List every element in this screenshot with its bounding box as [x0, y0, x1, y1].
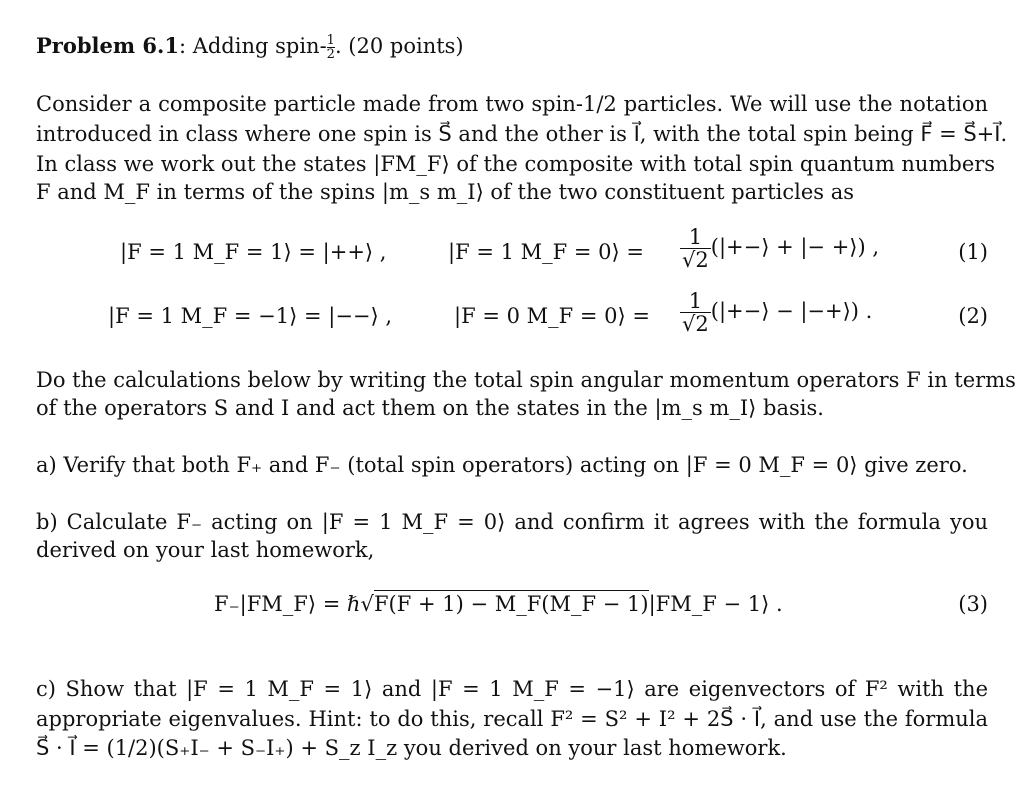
- eq2-right: $\frac{1}{√2}$ (|+−⟩ − |−+⟩) .: [682, 289, 873, 336]
- intro-line-4: F and M_F in terms of the spins |m_s m_I⟩ of the two constituent particles as: [36, 180, 855, 204]
- eq2-middle: |F = 0 M_F = 0⟩ =: [454, 304, 650, 328]
- eq1-right: $\frac{1}{√2}$ (|+−⟩ + |− +⟩) ,: [682, 225, 880, 272]
- sqrt-sign: √: [360, 592, 374, 616]
- eq1-left: |F = 1 M_F = 1⟩ = |++⟩ ,: [120, 240, 387, 264]
- intro-line-2: introduced in class where one spin is S⃗ and the other is I⃗, with the total spin being F⃗ = S⃗+I⃗.: [36, 122, 1008, 146]
- eq2-fraction: $\frac{1}{√2}$: [682, 289, 709, 336]
- intro-line-3: In class we work out the states |FM_F⟩ of the composite with total spin quantum numbers: [36, 152, 996, 176]
- intro-line-1: Consider a composite particle made from two spin-1/2 particles. We will use the notation: [36, 92, 988, 116]
- eq2-left: |F = 1 M_F = −1⟩ = |−−⟩ ,: [108, 304, 393, 328]
- eq1-fraction: $\frac{1}{√2}$: [682, 225, 709, 272]
- part-b-line-2: derived on your last homework,: [36, 538, 375, 562]
- part-c-line-3: S⃗ · I⃗ = (1/2)(S₊I₋ + S₋I₊) + S_z I_z you derived on your last homework.: [36, 736, 787, 760]
- eq3: F₋|FM_F⟩ = ℏ√F(F + 1) − M_F(M_F − 1)|FM_F − 1⟩ .: [214, 592, 783, 616]
- eq1-middle: |F = 1 M_F = 0⟩ =: [448, 240, 644, 264]
- problem-number: Problem 6.1: [36, 33, 179, 58]
- problem-heading: [36, 32, 988, 61]
- eq3-number: (3): [958, 592, 988, 616]
- body-line-2: of the operators S and I and act them on the states in the |m_s m_I⟩ basis.: [36, 396, 824, 420]
- part-c-line-1: c) Show that |F = 1 M_F = 1⟩ and |F = 1 M_F = −1⟩ are eigenvectors of F² with the: [36, 677, 988, 701]
- body-line-1: Do the calculations below by writing the total spin angular momentum operators F in terms: [36, 368, 1016, 392]
- part-c-line-2: appropriate eigenvalues. Hint: to do this, recall F² = S² + I² + 2S⃗ · I⃗, and use the formula: [36, 707, 988, 731]
- eq1-number: (1): [958, 240, 988, 264]
- problem-points: . (20 points): [334, 34, 464, 58]
- part-a: a) Verify that both F₊ and F₋ (total spin operators) acting on |F = 0 M_F = 0⟩ give zero.: [36, 453, 968, 477]
- half-fraction: $\frac{1}{2}$: [326, 33, 335, 62]
- eq2-number: (2): [958, 304, 988, 328]
- problem-title: : Adding spin-: [178, 34, 327, 58]
- part-b-line-1: b) Calculate F₋ acting on |F = 1 M_F = 0⟩ and confirm it agrees with the formula you: [36, 510, 988, 534]
